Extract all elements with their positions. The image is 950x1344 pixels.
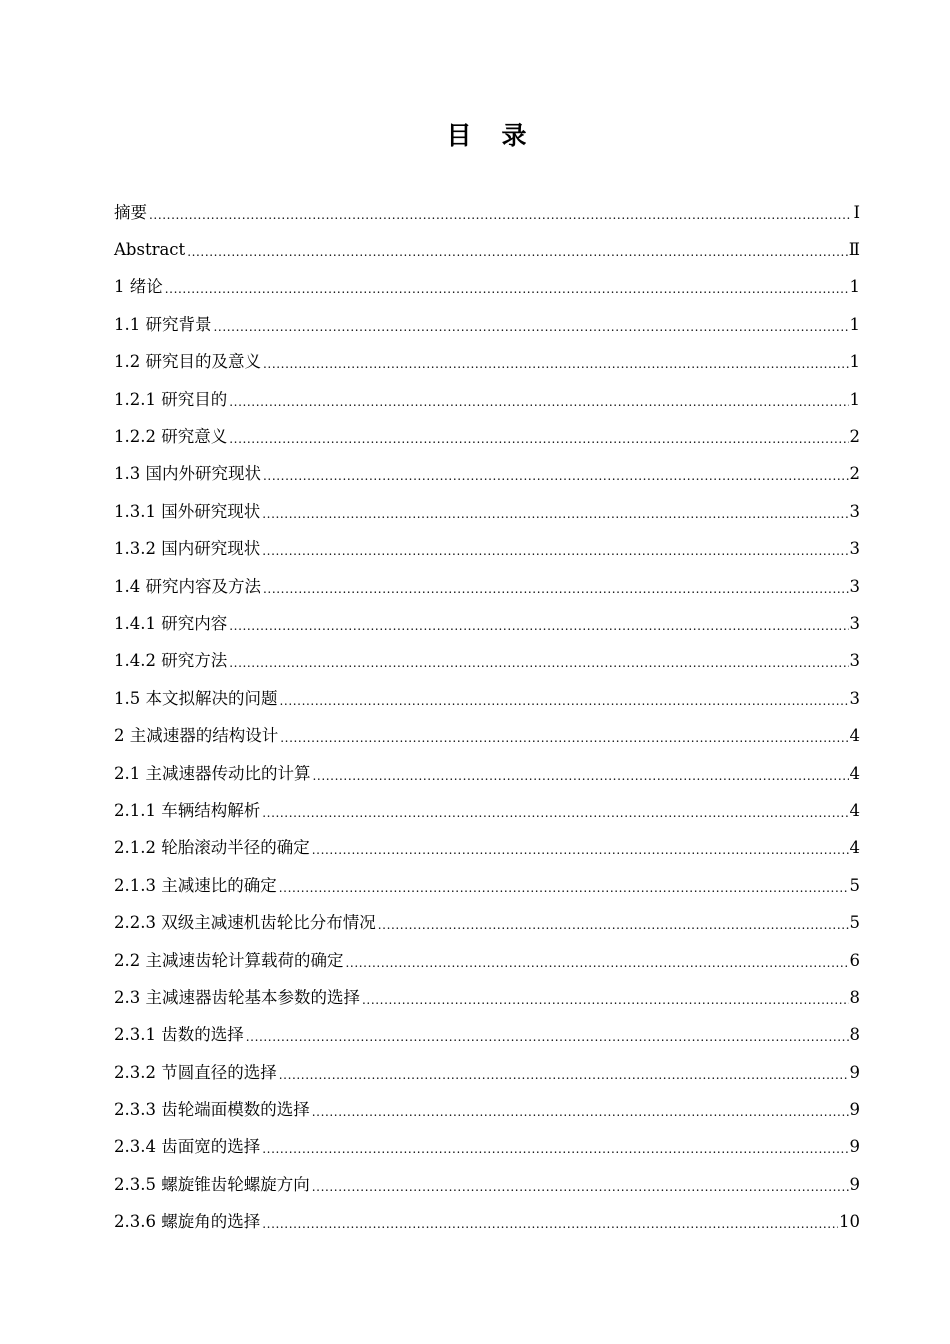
- toc-entry-page: 8: [849, 987, 860, 1007]
- toc-entry-page: 3: [849, 688, 860, 708]
- toc-entry[interactable]: [114, 418, 860, 455]
- toc-entry[interactable]: [114, 306, 860, 343]
- toc-entry-page: 9: [849, 1062, 860, 1082]
- toc-leader-dots: [187, 241, 848, 261]
- toc-entry[interactable]: [114, 1054, 860, 1091]
- toc-entry-page: 5: [849, 875, 860, 895]
- toc-leader-dots: [279, 877, 849, 897]
- toc-entry-label: 1.3 国内外研究现状: [114, 464, 261, 484]
- toc-leader-dots: [149, 204, 852, 224]
- toc-entry-label: 2.1.1 车辆结构解析: [114, 800, 261, 820]
- toc-entry-label: 2.1.3 主减速比的确定: [114, 875, 277, 895]
- toc-leader-dots: [313, 765, 849, 785]
- toc-leader-dots: [262, 1138, 848, 1158]
- toc-entry-label: 1.4.1 研究内容: [114, 613, 228, 633]
- toc-leader-dots: [312, 1176, 849, 1196]
- toc-entry-page: Ⅱ: [848, 240, 860, 260]
- toc-entry-page: 1: [849, 314, 860, 334]
- toc-entry-label: 1.2 研究目的及意义: [114, 352, 261, 372]
- toc-entry[interactable]: [114, 231, 860, 268]
- toc-entry-label: 1.4.2 研究方法: [114, 651, 228, 671]
- table-of-contents: [114, 194, 860, 1241]
- toc-entry[interactable]: [114, 194, 860, 231]
- toc-entry-page: 10: [839, 1212, 860, 1232]
- toc-entry[interactable]: [114, 830, 860, 867]
- toc-entry-label: 1.3.1 国外研究现状: [114, 501, 261, 521]
- toc-entry-page: 3: [849, 576, 860, 596]
- toc-entry-label: 2.3.5 螺旋锥齿轮螺旋方向: [114, 1174, 310, 1194]
- toc-entry-page: 1: [849, 389, 860, 409]
- toc-entry[interactable]: [114, 680, 860, 717]
- toc-leader-dots: [246, 1026, 849, 1046]
- toc-entry-label: 2.3.2 节圆直径的选择: [114, 1062, 277, 1082]
- toc-leader-dots: [229, 391, 848, 411]
- toc-leader-dots: [262, 802, 848, 822]
- toc-entry-label: 1.2.1 研究目的: [114, 389, 228, 409]
- toc-entry[interactable]: [114, 381, 860, 418]
- page-title-char-1: 目: [446, 121, 474, 150]
- toc-entry-page: 9: [849, 1174, 860, 1194]
- toc-entry-page: 4: [849, 800, 860, 820]
- toc-leader-dots: [214, 316, 849, 336]
- toc-leader-dots: [262, 1213, 838, 1233]
- toc-entry-label: 2.1.2 轮胎滚动半径的确定: [114, 838, 310, 858]
- toc-leader-dots: [346, 952, 849, 972]
- toc-entry[interactable]: [114, 269, 860, 306]
- toc-entry-label: 2.2 主减速齿轮计算载荷的确定: [114, 950, 344, 970]
- toc-entry[interactable]: [114, 605, 860, 642]
- toc-entry[interactable]: [114, 531, 860, 568]
- toc-entry-label: 2.3.3 齿轮端面模数的选择: [114, 1100, 310, 1120]
- toc-entry-label: 2.3 主减速器齿轮基本参数的选择: [114, 987, 360, 1007]
- toc-entry-page: 3: [849, 501, 860, 521]
- toc-entry-page: 2: [849, 464, 860, 484]
- toc-entry[interactable]: [114, 755, 860, 792]
- toc-entry-label: 1.2.2 研究意义: [114, 427, 228, 447]
- toc-entry-page: 3: [849, 613, 860, 633]
- toc-entry-label: 1.1 研究背景: [114, 314, 212, 334]
- toc-entry[interactable]: [114, 942, 860, 979]
- toc-leader-dots: [263, 578, 849, 598]
- toc-leader-dots: [263, 465, 849, 485]
- toc-leader-dots: [378, 914, 849, 934]
- toc-leader-dots: [362, 989, 849, 1009]
- toc-entry-label: 2.1 主减速器传动比的计算: [114, 763, 311, 783]
- page-title: [0, 116, 950, 152]
- toc-leader-dots: [280, 690, 849, 710]
- toc-entry-label: 1 绪论: [114, 277, 163, 297]
- page-title-char-2: 录: [501, 121, 529, 150]
- toc-leader-dots: [229, 615, 848, 635]
- toc-entry-page: 3: [849, 651, 860, 671]
- toc-leader-dots: [262, 540, 848, 560]
- toc-entry[interactable]: [114, 568, 860, 605]
- toc-leader-dots: [229, 428, 848, 448]
- toc-entry-page: 1: [849, 277, 860, 297]
- toc-entry[interactable]: [114, 456, 860, 493]
- toc-entry[interactable]: [114, 643, 860, 680]
- toc-leader-dots: [229, 652, 848, 672]
- toc-entry[interactable]: [114, 1017, 860, 1054]
- toc-leader-dots: [312, 1101, 849, 1121]
- toc-entry-page: 3: [849, 539, 860, 559]
- toc-entry[interactable]: [114, 344, 860, 381]
- toc-entry[interactable]: [114, 904, 860, 941]
- toc-entry-page: Ⅰ: [853, 202, 860, 222]
- toc-entry-label: 2.3.4 齿面宽的选择: [114, 1137, 261, 1157]
- toc-entry-page: 8: [849, 1025, 860, 1045]
- toc-leader-dots: [165, 278, 849, 298]
- toc-entry-label: 1.5 本文拟解决的问题: [114, 688, 278, 708]
- toc-entry-page: 4: [849, 763, 860, 783]
- toc-entry[interactable]: [114, 493, 860, 530]
- toc-entry[interactable]: [114, 1129, 860, 1166]
- toc-entry-page: 4: [849, 726, 860, 746]
- toc-entry[interactable]: [114, 979, 860, 1016]
- toc-entry[interactable]: [114, 1091, 860, 1128]
- toc-entry-label: 2.2.3 双级主减速机齿轮比分布情况: [114, 913, 376, 933]
- toc-entry-label: 2.3.6 螺旋角的选择: [114, 1212, 261, 1232]
- toc-entry-page: 6: [849, 950, 860, 970]
- toc-entry[interactable]: [114, 867, 860, 904]
- toc-entry-label: 2 主减速器的结构设计: [114, 726, 279, 746]
- toc-entry-page: 2: [849, 427, 860, 447]
- toc-leader-dots: [280, 727, 848, 747]
- toc-entry-label: 摘要: [114, 202, 147, 222]
- toc-entry-label: 1.3.2 国内研究现状: [114, 539, 261, 559]
- toc-leader-dots: [262, 503, 848, 523]
- toc-entry[interactable]: [114, 1204, 860, 1241]
- toc-entry-label: 1.4 研究内容及方法: [114, 576, 261, 596]
- toc-entry-page: 1: [849, 352, 860, 372]
- toc-entry-page: 9: [849, 1100, 860, 1120]
- toc-leader-dots: [263, 353, 849, 373]
- toc-entry[interactable]: [114, 792, 860, 829]
- toc-entry-label: Abstract: [114, 240, 186, 260]
- toc-entry-label: 2.3.1 齿数的选择: [114, 1025, 244, 1045]
- toc-entry-page: 9: [849, 1137, 860, 1157]
- toc-entry-page: 4: [849, 838, 860, 858]
- toc-leader-dots: [312, 839, 849, 859]
- toc-entry[interactable]: [114, 1166, 860, 1203]
- toc-entry[interactable]: [114, 717, 860, 754]
- toc-leader-dots: [279, 1064, 849, 1084]
- toc-entry-page: 5: [849, 913, 860, 933]
